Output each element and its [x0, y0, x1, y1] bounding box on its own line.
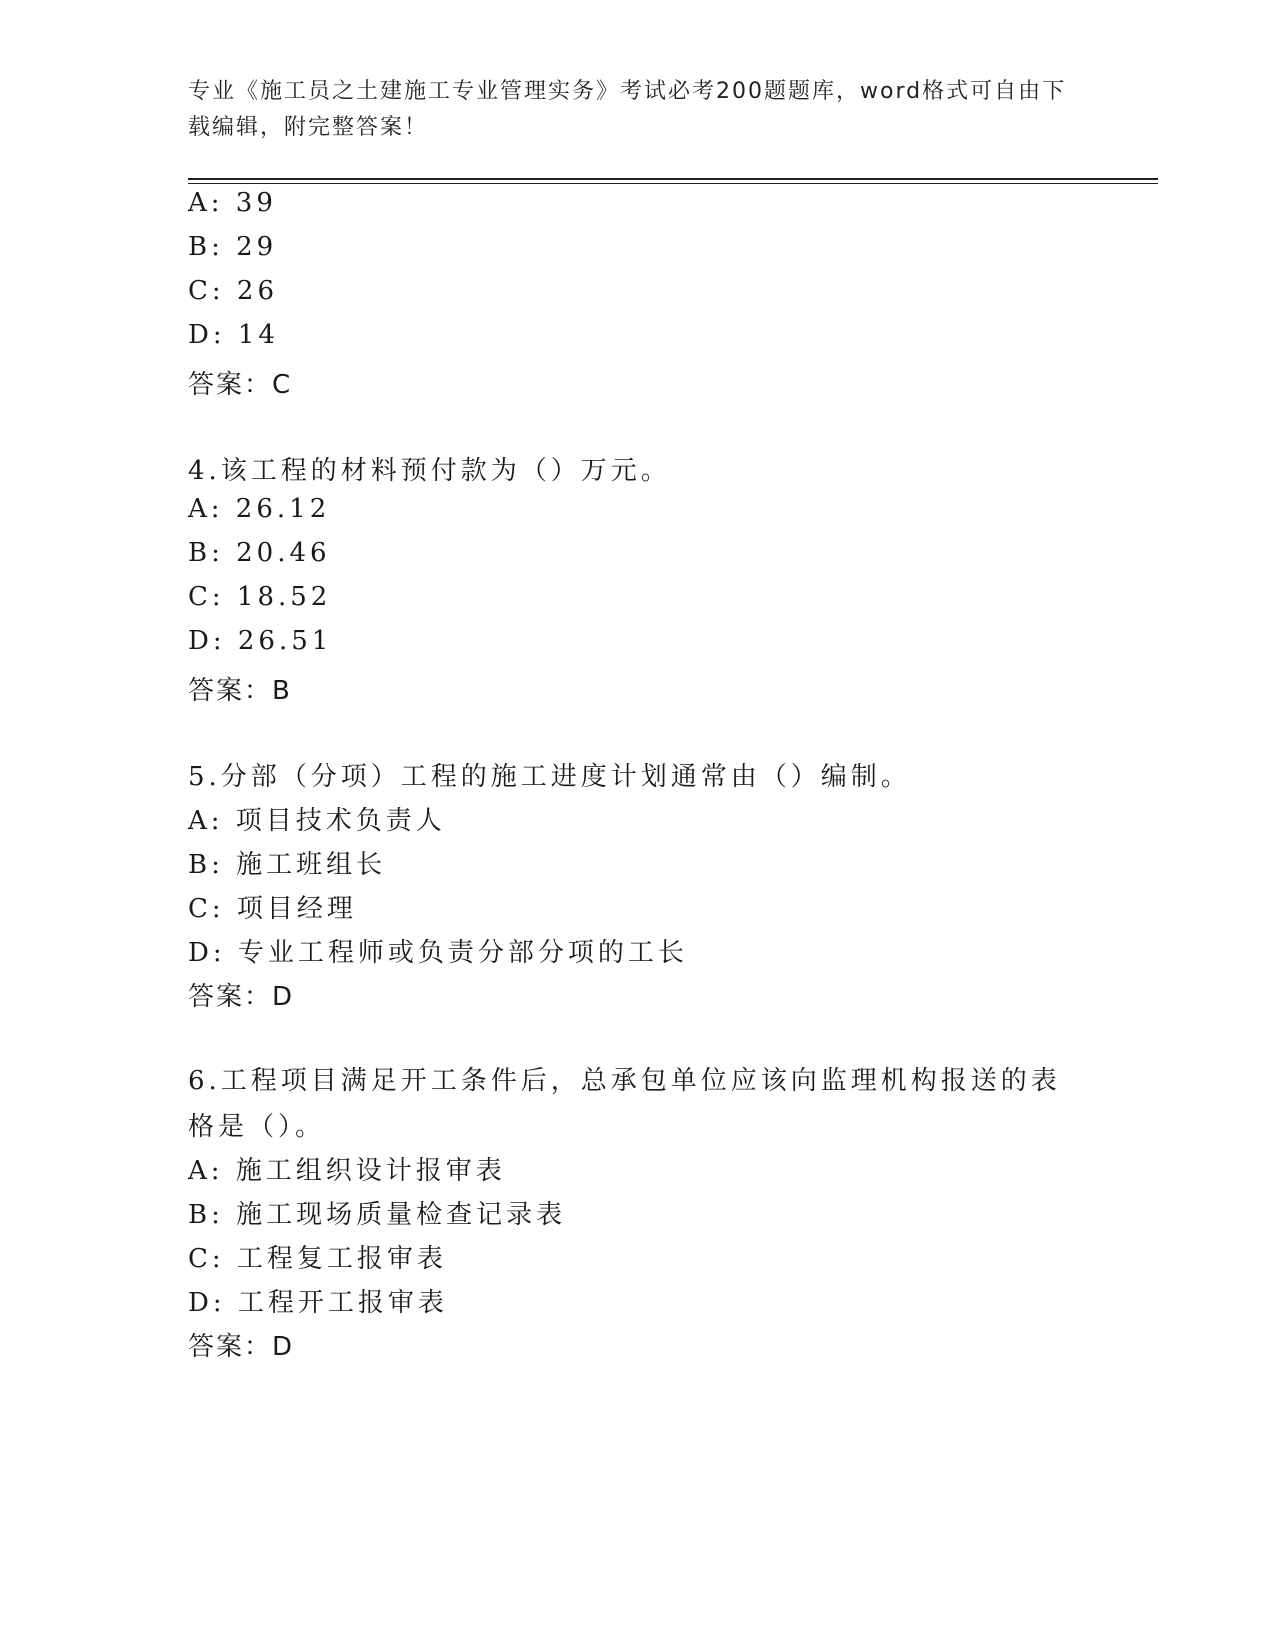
q6-option-b: B: 施工现场质量检查记录表	[188, 1200, 567, 1230]
q3-option-d: D: 14	[188, 320, 279, 350]
q6-option-a: A: 施工组织设计报审表	[188, 1156, 506, 1186]
q6-option-c: C: 工程复工报审表	[188, 1244, 447, 1274]
q3-option-b: B: 29	[188, 232, 278, 262]
q5-option-d: D: 专业工程师或负责分部分项的工长	[188, 938, 688, 968]
q3-option-a: A: 39	[188, 188, 277, 218]
q5-answer: 答案：D	[188, 982, 295, 1012]
q4-option-d: D: 26.51	[188, 626, 333, 656]
q5-question: 5.分部（分项）工程的施工进度计划通常由（）编制。	[188, 762, 911, 792]
header-divider	[188, 178, 1158, 184]
q5-option-b: B: 施工班组长	[188, 850, 387, 880]
q4-question: 4.该工程的材料预付款为（）万元。	[188, 456, 671, 486]
q5-option-a: A: 项目技术负责人	[188, 806, 446, 836]
q4-option-a: A: 26.12	[188, 494, 331, 524]
q4-option-c: C: 18.52	[188, 582, 332, 612]
q3-option-c: C: 26	[188, 276, 279, 306]
q6-option-d: D: 工程开工报审表	[188, 1288, 448, 1318]
q4-answer: 答案：B	[188, 676, 292, 706]
q6-question: 6.工程项目满足开工条件后，总承包单位应该向监理机构报送的表格是（）。	[188, 1066, 1061, 1142]
q6-answer: 答案：D	[188, 1332, 295, 1362]
document-header: 专业《施工员之土建施工专业管理实务》考试必考200题题库，word格式可自由下载编辑，附完整答案！	[188, 79, 1067, 140]
q3-answer: 答案：C	[188, 370, 293, 400]
q5-option-c: C: 项目经理	[188, 894, 357, 924]
q4-option-b: B: 20.46	[188, 538, 331, 568]
